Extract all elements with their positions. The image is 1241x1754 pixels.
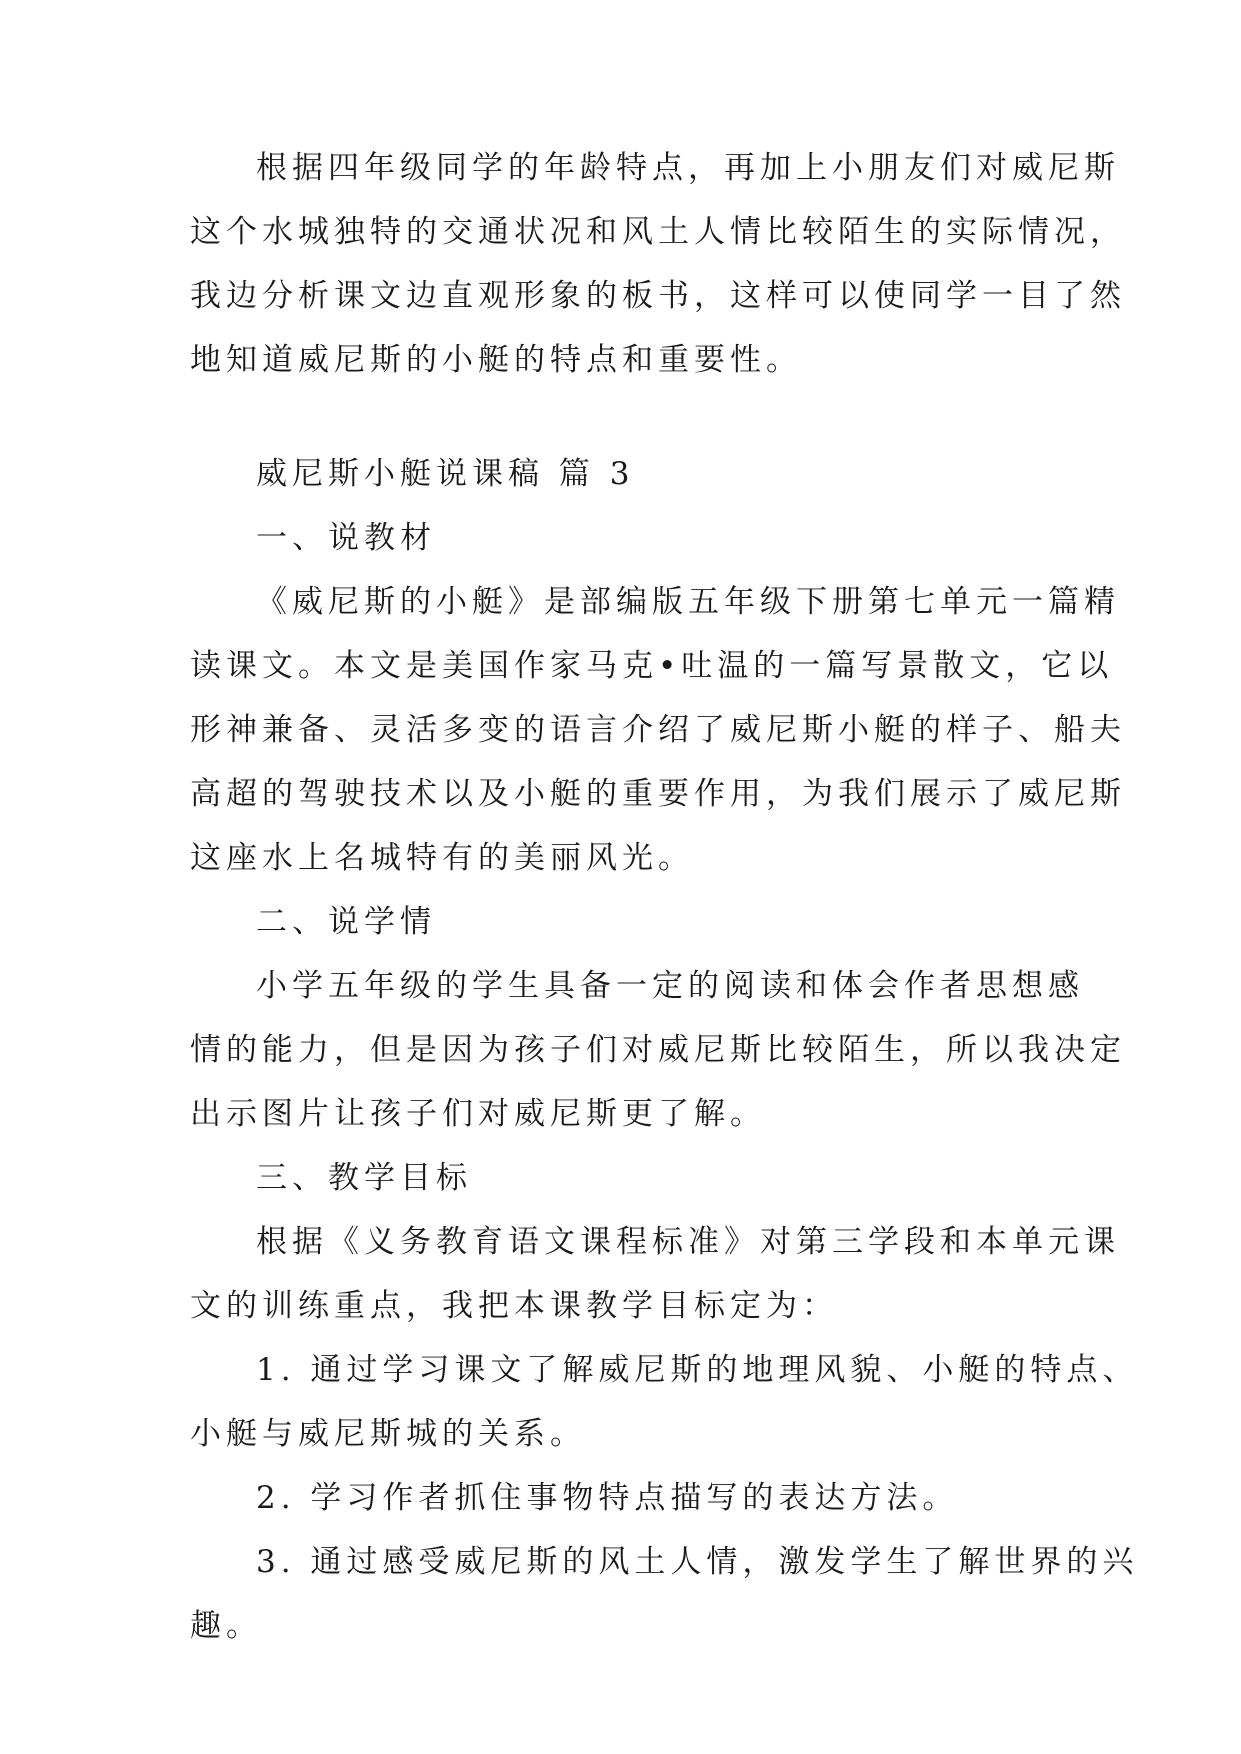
paragraph-intro bbox=[190, 136, 1126, 392]
goal-item-1 bbox=[190, 1338, 1139, 1466]
section-title bbox=[190, 442, 1070, 506]
text-line: 根据《义务教育语文课程标准》对第三学段和本单元课 bbox=[256, 1224, 1120, 1260]
goal-item-3 bbox=[190, 1530, 1139, 1658]
paragraph-teaching-material bbox=[190, 570, 1126, 890]
text-line: 形神兼备、灵活多变的语言介绍了威尼斯小艇的样子、船夫 bbox=[190, 712, 1126, 748]
heading-text: 三、教学目标 bbox=[256, 1160, 472, 1196]
heading-student-analysis bbox=[190, 890, 1070, 954]
text-line: 趣。 bbox=[190, 1608, 262, 1644]
text-line: 我边分析课文边直观形象的板书，这样可以使同学一目了然 bbox=[190, 278, 1126, 314]
text-line: 出示图片让孩子们对威尼斯更了解。 bbox=[190, 1096, 766, 1132]
text-line: 2. 学习作者抓住事物特点描写的表达方法。 bbox=[256, 1480, 959, 1516]
text-line: 根据四年级同学的年龄特点，再加上小朋友们对威尼斯 bbox=[256, 150, 1120, 186]
text-line: 这座水上名城特有的美丽风光。 bbox=[190, 840, 694, 876]
text-line: 文的训练重点，我把本课教学目标定为： bbox=[190, 1288, 838, 1324]
text-line: 高超的驾驶技术以及小艇的重要作用，为我们展示了威尼斯 bbox=[190, 776, 1126, 812]
goal-item-2 bbox=[190, 1466, 1070, 1530]
text-line: 地知道威尼斯的小艇的特点和重要性。 bbox=[190, 342, 802, 378]
heading-teaching-material bbox=[190, 506, 1070, 570]
text-line: 小学五年级的学生具备一定的阅读和体会作者思想感 bbox=[256, 968, 1084, 1004]
text-line: 《威尼斯的小艇》是部编版五年级下册第七单元一篇精 bbox=[256, 584, 1120, 620]
text-line: 小艇与威尼斯城的关系。 bbox=[190, 1416, 586, 1452]
heading-teaching-goals bbox=[190, 1146, 1070, 1210]
text-line: 读课文。本文是美国作家马克•吐温的一篇写景散文，它以 bbox=[190, 648, 1114, 684]
heading-text: 二、说学情 bbox=[256, 904, 436, 940]
text-line: 情的能力，但是因为孩子们对威尼斯比较陌生，所以我决定 bbox=[190, 1032, 1126, 1068]
heading-text: 一、说教材 bbox=[256, 520, 436, 556]
paragraph-student-analysis bbox=[190, 954, 1126, 1146]
text-line: 这个水城独特的交通状况和风土人情比较陌生的实际情况， bbox=[190, 214, 1126, 250]
paragraph-goals-intro bbox=[190, 1210, 1120, 1338]
text-line: 3. 通过感受威尼斯的风土人情，激发学生了解世界的兴 bbox=[256, 1544, 1139, 1580]
text-line: 1. 通过学习课文了解威尼斯的地理风貌、小艇的特点、 bbox=[256, 1352, 1139, 1388]
section-title-text: 威尼斯小艇说课稿 篇 3 bbox=[256, 456, 635, 492]
